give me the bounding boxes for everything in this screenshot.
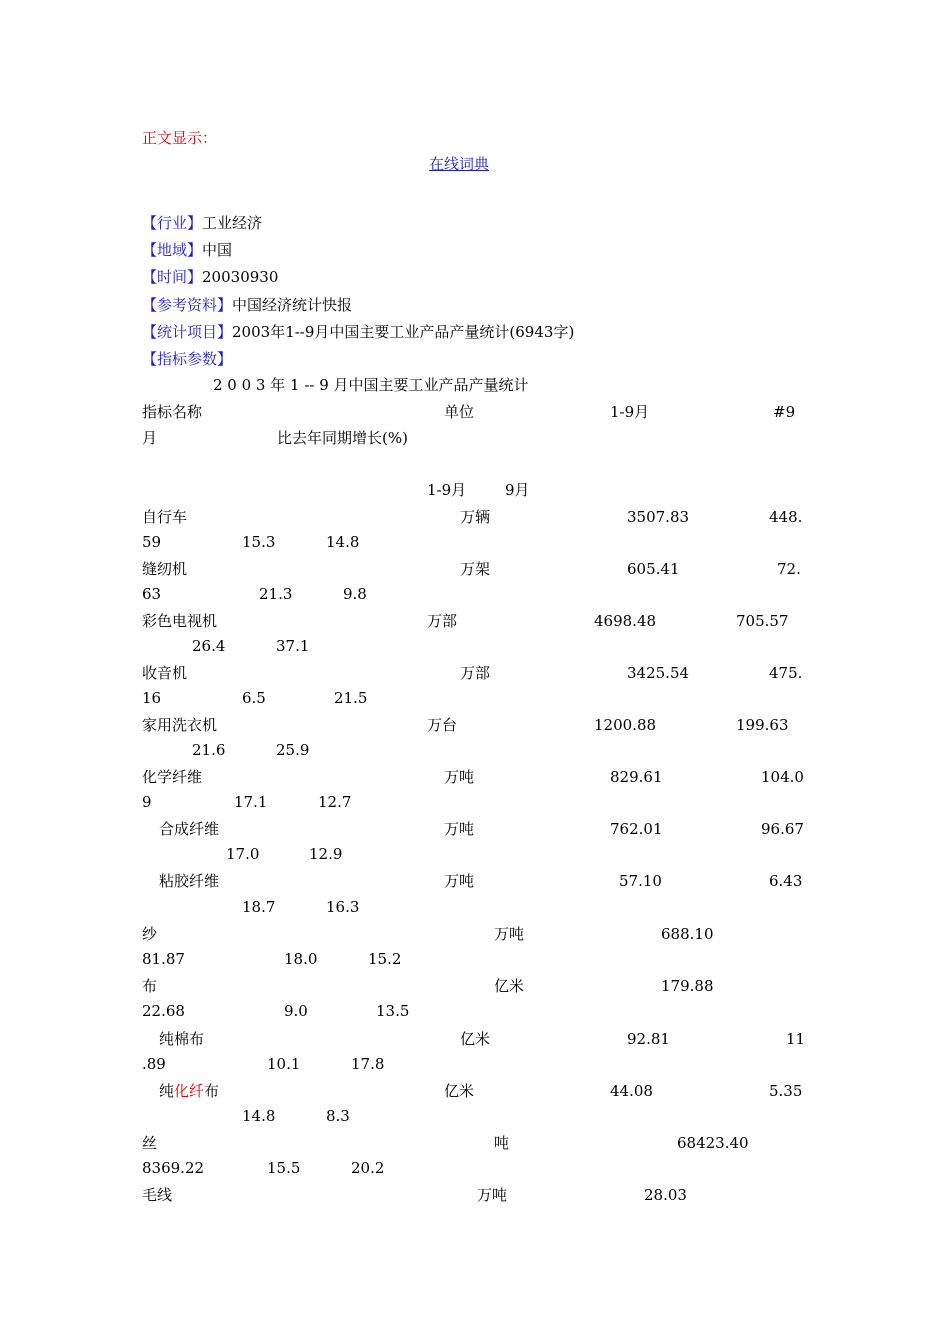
meta-stat-item [142,322,574,342]
row-name: 纯棉布 [159,1030,205,1048]
row-growth-ytd: 17.0 [226,845,260,863]
row-unit: 万吨 [494,925,525,943]
meta-time [142,267,278,287]
meta-value: 2003年1--9月中国主要工业产品产量统计(6943字) [232,323,575,341]
row-month-frag: 448. [769,508,803,526]
header-month-fragment-2: 月 [142,429,158,447]
row-month: 22.68 [142,1002,185,1020]
row-growth-month: 14.8 [326,533,360,551]
row-ytd: 92.81 [627,1030,670,1048]
row-month-frag-2: 16 [142,689,162,707]
row-growth-ytd: 18.7 [242,898,276,916]
row-month: 6.43 [769,872,803,890]
row-growth-month: 13.5 [376,1002,410,1020]
row-growth-ytd: 9.0 [284,1002,308,1020]
row-month: 81.87 [142,950,185,968]
header-month-fragment: #9 [773,403,796,421]
meta-key: 【时间】 [142,268,203,286]
row-growth-ytd: 15.5 [267,1159,301,1177]
row-name: 彩色电视机 [142,612,218,630]
row-growth-ytd: 6.5 [242,689,266,707]
row-growth-ytd: 21.3 [259,585,293,603]
row-ytd: 829.61 [610,768,663,786]
meta-key: 【指标参数】 [142,350,233,368]
meta-value: 20030930 [202,268,279,286]
row-ytd: 44.08 [610,1082,653,1100]
row-growth-ytd: 17.1 [234,793,268,811]
row-unit: 万吨 [444,820,475,838]
row-month-frag-2: .89 [142,1055,166,1073]
row-name-highlight: 化纤 [174,1082,205,1100]
row-name: 自行车 [142,508,188,526]
row-name: 家用洗衣机 [142,716,218,734]
row-month-frag-2: 9 [142,793,152,811]
row-growth-ytd: 21.6 [192,741,226,759]
row-name-part: 纯 [159,1082,175,1100]
header-name: 指标名称 [142,403,203,421]
row-month: 705.57 [736,612,789,630]
row-name-part: 布 [204,1082,220,1100]
row-ytd: 3507.83 [627,508,690,526]
row-unit: 亿米 [444,1082,475,1100]
row-name: 丝 [142,1134,158,1152]
row-ytd: 762.01 [610,820,663,838]
row-name: 布 [142,977,158,995]
meta-indicators [142,349,232,369]
row-unit: 万部 [427,612,458,630]
header-ytd: 1-9月 [610,403,650,421]
row-ytd: 4698.48 [594,612,657,630]
meta-key: 【地域】 [142,241,203,259]
row-name: 粘胶纤维 [159,872,220,890]
body-display-label: 正文显示： [142,129,218,147]
row-ytd: 605.41 [627,560,680,578]
row-month: 96.67 [761,820,804,838]
row-growth-month: 37.1 [276,637,310,655]
row-unit: 吨 [494,1134,510,1152]
meta-reference [142,295,352,315]
row-growth-ytd: 18.0 [284,950,318,968]
row-month-frag: 11 [786,1030,806,1048]
row-unit: 万台 [427,716,458,734]
meta-key: 【行业】 [142,214,203,232]
meta-value: 中国 [202,241,233,259]
row-month-frag: 475. [769,664,803,682]
row-growth-ytd: 15.3 [242,533,276,551]
row-ytd: 1200.88 [594,716,657,734]
row-ytd: 68423.40 [677,1134,749,1152]
row-ytd: 28.03 [644,1186,687,1204]
row-growth-month: 9.8 [343,585,367,603]
meta-value: 中国经济统计快报 [232,296,353,314]
row-ytd: 179.88 [661,977,714,995]
row-growth-month: 12.9 [309,845,343,863]
subheader-ytd: 1-9月 [427,481,467,499]
row-growth-ytd: 14.8 [242,1107,276,1125]
row-name: 化学纤维 [142,768,203,786]
row-month-frag-2: 59 [142,533,162,551]
meta-industry [142,213,262,233]
header-unit: 单位 [444,403,475,421]
row-unit: 万辆 [460,508,491,526]
row-ytd: 688.10 [661,925,714,943]
row-name [159,1081,219,1101]
row-growth-month: 16.3 [326,898,360,916]
row-name: 合成纤维 [159,820,220,838]
meta-value: 工业经济 [202,214,263,232]
online-dictionary-link[interactable]: 在线词典 [429,155,490,173]
row-name: 收音机 [142,664,188,682]
row-unit: 万部 [460,664,491,682]
row-growth-month: 21.5 [334,689,368,707]
row-growth-month: 12.7 [318,793,352,811]
row-unit: 万架 [460,560,491,578]
meta-region [142,240,232,260]
row-month: 199.63 [736,716,789,734]
row-growth-ytd: 10.1 [267,1055,301,1073]
row-name: 毛线 [142,1186,173,1204]
meta-key: 【参考资料】 [142,296,233,314]
row-name: 纱 [142,925,158,943]
row-ytd: 57.10 [619,872,662,890]
row-month-frag-2: 63 [142,585,162,603]
row-month: 8369.22 [142,1159,205,1177]
row-growth-month: 20.2 [351,1159,385,1177]
row-growth-month: 15.2 [368,950,402,968]
row-unit: 亿米 [460,1030,491,1048]
row-growth-month: 25.9 [276,741,310,759]
row-unit: 万吨 [477,1186,508,1204]
row-unit: 万吨 [444,768,475,786]
row-growth-ytd: 26.4 [192,637,226,655]
row-growth-month: 8.3 [326,1107,350,1125]
row-month-frag: 72. [777,560,801,578]
row-unit: 亿米 [494,977,525,995]
row-name: 缝纫机 [142,560,188,578]
row-month-frag: 104.0 [761,768,804,786]
meta-key: 【统计项目】 [142,323,233,341]
subheader-month: 9月 [505,481,530,499]
table-title: 2 0 0 3 年 1 -- 9 月中国主要工业产品产量统计 [213,376,529,394]
row-ytd: 3425.54 [627,664,690,682]
row-unit: 万吨 [444,872,475,890]
row-growth-month: 17.8 [351,1055,385,1073]
row-month: 5.35 [769,1082,803,1100]
header-growth: 比去年同期增长(%) [277,429,408,447]
